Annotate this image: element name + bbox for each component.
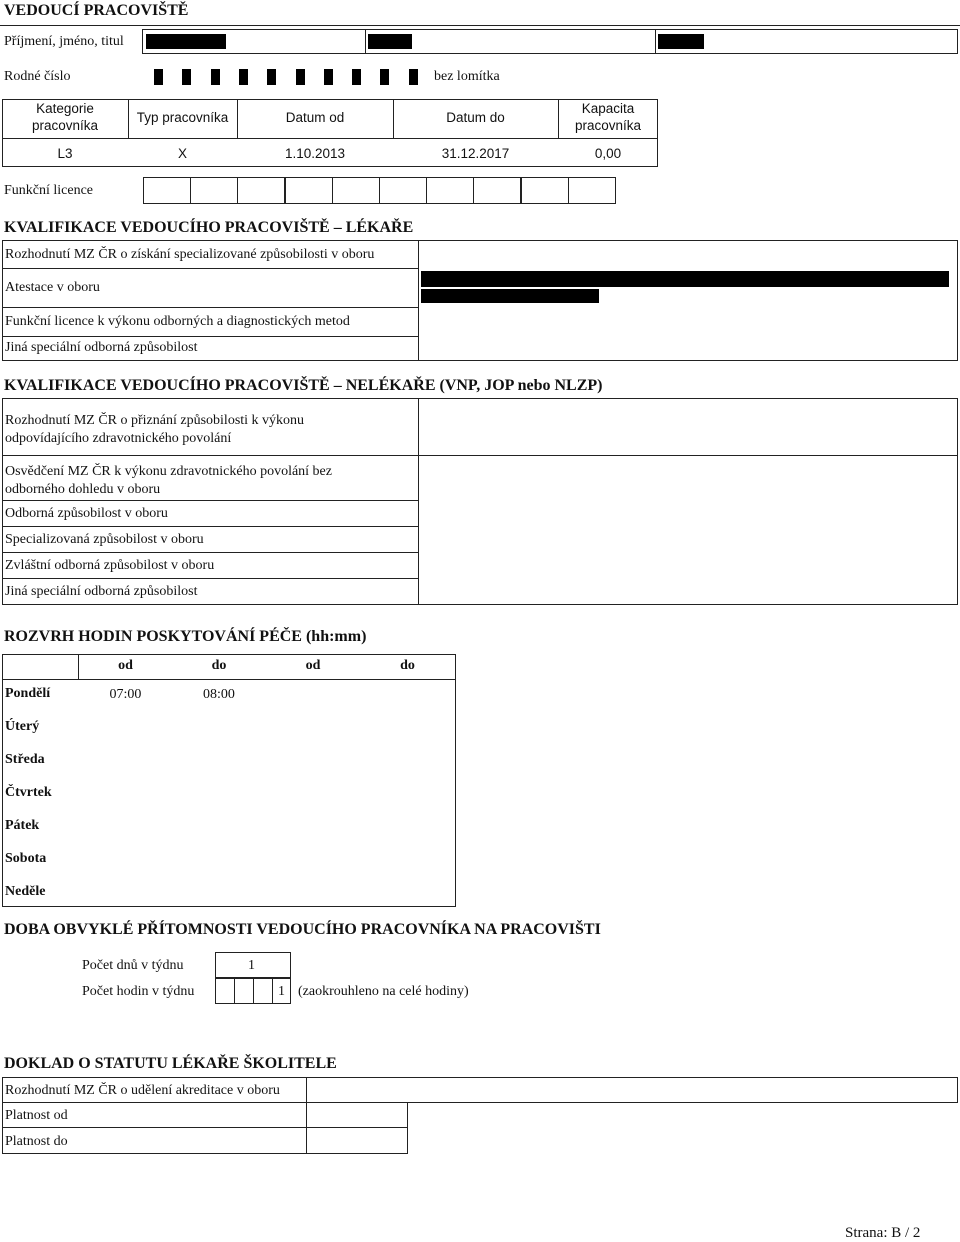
redaction-birth-digit (296, 69, 305, 85)
schedule-day-6: Sobota (5, 851, 47, 866)
row-divider (2, 455, 958, 456)
nondoctor-qual-row: Osvědčení MZ ČR k výkonu zdravotnického povolání bez odborného dohledu v oboru (5, 464, 332, 497)
hours-divider (272, 978, 273, 1004)
doctor-qual-row: Atestace v oboru (5, 280, 100, 295)
functional-license-cell[interactable] (521, 177, 569, 204)
schedule-header-to-2: do (400, 658, 415, 673)
schedule-day-3: Středa (5, 752, 45, 767)
col-header-date-to: Datum do (446, 110, 505, 125)
schedule-to-1[interactable]: 08:00 (203, 687, 235, 702)
col-header-capacity: Kapacita pracovníka (574, 101, 642, 133)
birth-number-note: bez lomítka (434, 69, 500, 84)
redaction-birth-digit (409, 69, 418, 85)
page-title: VEDOUCÍ PRACOVIŠTĚ (4, 2, 189, 19)
name-field[interactable] (142, 29, 958, 54)
presence-title: DOBA OBVYKLÉ PŘÍTOMNOSTI VEDOUCÍHO PRACOVNÍKA NA PRACOVIŠTI (4, 921, 601, 938)
col-header-category: Kategorie pracovníka (31, 101, 99, 133)
hours-divider (253, 978, 254, 1004)
name-divider (365, 29, 366, 54)
redaction-qualification (421, 289, 599, 303)
nondoctor-qual-row: Rozhodnutí MZ ČR o přiznání způsobilosti k výkonu odpovídajícího zdravotnického povolání (5, 413, 305, 446)
days-per-week-label: Počet dnů v týdnu (82, 958, 184, 973)
redaction-firstname (368, 34, 412, 49)
doctor-qual-row: Rozhodnutí MZ ČR o získání specializované způsobilosti v oboru (5, 247, 375, 262)
functional-license-cell[interactable] (568, 177, 616, 204)
functional-license-cell[interactable] (426, 177, 474, 204)
cell-date-to: 31.12.2017 (441, 146, 510, 161)
schedule-header-from-1: od (118, 658, 133, 673)
valid-from-field[interactable] (306, 1102, 408, 1128)
accreditation-label: Rozhodnutí MZ ČR o udělení akreditace v oboru (5, 1083, 280, 1098)
doctor-qual-divider (418, 240, 419, 361)
page-number: Strana: B / 2 (845, 1225, 921, 1241)
functional-license-cell[interactable] (143, 177, 191, 204)
hours-divider (234, 978, 235, 1004)
nondoctor-qual-row: Specializovaná způsobilost v oboru (5, 532, 204, 547)
nondoctor-qual-row: Odborná způsobilost v oboru (5, 506, 168, 521)
trainer-title: DOKLAD O STATUTU LÉKAŘE ŠKOLITELE (4, 1055, 337, 1072)
row-divider (2, 307, 418, 308)
functional-license-cell[interactable] (473, 177, 521, 204)
schedule-header-to-1: do (211, 658, 227, 673)
cell-capacity: 0,00 (594, 146, 622, 161)
functional-license-cell[interactable] (237, 177, 285, 204)
schedule-from-1[interactable]: 07:00 (109, 687, 142, 702)
row-divider (2, 268, 418, 269)
cell-date-from: 1.10.2013 (284, 146, 346, 161)
hours-per-week-value: 1 (278, 984, 285, 999)
hours-rounding-note: (zaokrouhleno na celé hodiny) (298, 984, 469, 999)
valid-to-label: Platnost do (5, 1134, 68, 1149)
redaction-surname (146, 34, 226, 49)
valid-from-label: Platnost od (5, 1108, 68, 1123)
row-divider (2, 500, 418, 501)
cell-type: X (177, 146, 187, 161)
col-header-date-from: Datum od (285, 110, 345, 125)
redaction-birth-digit (239, 69, 248, 85)
nondoctor-qualification-title: KVALIFIKACE VEDOUCÍHO PRACOVIŠTĚ – NELÉKAŘE (VNP, JOP nebo NLZP) (4, 377, 603, 394)
col-header-type: Typ pracovníka (136, 110, 229, 125)
redaction-birth-digit (324, 69, 333, 85)
schedule-day-2: Úterý (5, 719, 40, 734)
schedule-day-7: Neděle (5, 884, 46, 899)
functional-license-cell[interactable] (285, 177, 333, 204)
birth-number-label: Rodné číslo (4, 69, 71, 84)
name-label: Příjmení, jméno, titul (4, 34, 124, 49)
cell-category: L3 (57, 146, 73, 161)
redaction-birth-digit (182, 69, 191, 85)
doctor-qualification-title: KVALIFIKACE VEDOUCÍHO PRACOVIŠTĚ – LÉKAŘE (4, 219, 414, 236)
nondoctor-qual-row: Jiná speciální odborná způsobilost (5, 584, 198, 599)
nondoctor-qual-divider (418, 398, 419, 605)
row-divider (2, 552, 418, 553)
redaction-birth-digit (352, 69, 361, 85)
redaction-birth-digit (267, 69, 276, 85)
functional-license-cell[interactable] (190, 177, 238, 204)
functional-license-label: Funkční licence (4, 183, 94, 198)
nondoctor-qual-row: Zvláštní odborná způsobilost v oboru (5, 558, 215, 573)
schedule-title: ROZVRH HODIN POSKYTOVÁNÍ PÉČE (hh:mm) (4, 628, 367, 645)
schedule-divider (2, 679, 456, 680)
functional-license-cell[interactable] (332, 177, 380, 204)
functional-license-cell[interactable] (379, 177, 427, 204)
redaction-birth-digit (154, 69, 163, 85)
header-divider (0, 25, 960, 26)
row-divider (2, 526, 418, 527)
schedule-day-4: Čtvrtek (5, 785, 52, 800)
name-divider (655, 29, 656, 54)
schedule-day-1: Pondělí (5, 686, 51, 701)
valid-to-field[interactable] (306, 1127, 408, 1154)
accreditation-field[interactable] (306, 1077, 958, 1103)
row-divider (2, 336, 418, 337)
worker-table-divider (2, 138, 658, 139)
redaction-birth-digit (380, 69, 389, 85)
redaction-title (658, 34, 704, 49)
redaction-birth-digit (211, 69, 220, 85)
days-per-week-value: 1 (248, 958, 255, 973)
doctor-qual-row: Funkční licence k výkonu odborných a diagnostických metod (5, 314, 350, 329)
schedule-header-from-2: od (305, 658, 321, 673)
row-divider (2, 578, 418, 579)
redaction-qualification (421, 271, 949, 287)
doctor-qual-row: Jiná speciální odborná způsobilost (5, 340, 198, 355)
hours-per-week-label: Počet hodin v týdnu (82, 984, 195, 999)
schedule-day-5: Pátek (5, 818, 40, 833)
